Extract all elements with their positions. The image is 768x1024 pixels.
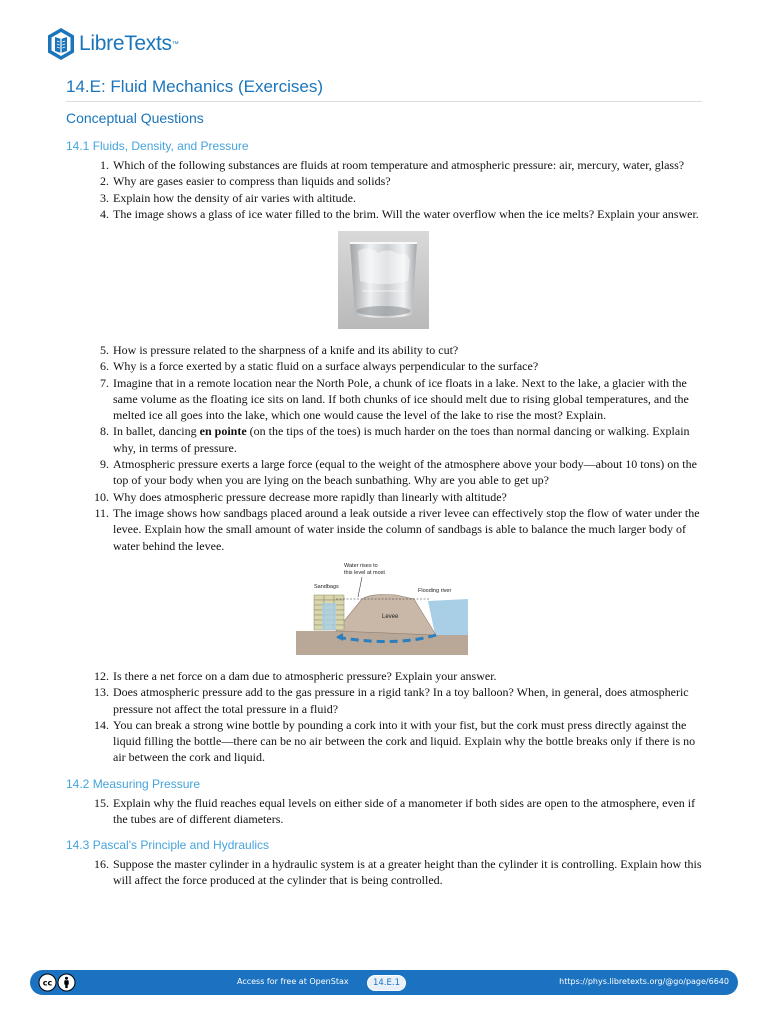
page-footer: [30, 970, 738, 995]
list-item: [66, 795, 706, 828]
libretexts-logo-icon: [46, 27, 76, 61]
list-item: [66, 856, 706, 889]
item-number: 8.: [100, 424, 109, 439]
item-number: 1.: [100, 158, 109, 172]
list-item: [66, 173, 706, 189]
page-title: 14.E: Fluid Mechanics (Exercises): [66, 77, 323, 96]
item-text: How is pressure related to the sharpness of a knife and its ability to cut?: [113, 343, 459, 357]
question-list-14-2: [66, 795, 706, 828]
item-number: 7.: [100, 375, 109, 390]
list-item: [66, 684, 706, 717]
subsection-heading-14-3: 14.3 Pascal's Principle and Hydraulics: [66, 838, 270, 852]
title-divider: [66, 101, 702, 102]
item-number: 12.: [94, 669, 109, 683]
item-text: Explain why the fluid reaches equal levels on either side of a manometer if both sides are open to the atmosphere, even if the tubes are of different diameters.: [113, 796, 696, 827]
item-text: The image shows a glass of ice water filled to the brim. Will the water overflow when the ice melts? Explain your answer.: [113, 206, 699, 221]
item-text: Is there a net force on a dam due to atmospheric pressure? Explain your answer.: [113, 669, 497, 683]
item-text: You can break a strong wine bottle by pounding a cork into it with your fist, but the cork must press directly against the liquid filling the bottle—there can be no air between the cork and liquid. Explain why the bottle breaks only if there is no air between the cork and liquid.: [113, 717, 696, 765]
question-list-14-1a: [66, 157, 706, 222]
item-text: Why does atmospheric pressure decrease more rapidly than linearly with altitude?: [113, 489, 507, 504]
item-number: 9.: [100, 457, 109, 472]
item-number: 10.: [94, 489, 109, 504]
item-text: Atmospheric pressure exerts a large force (equal to the weight of the atmosphere above your body—about 10 tons) on the top of your body when you are lying on the beach sunbathing. Why are you able to get up?: [113, 457, 697, 488]
item-text-bold: en pointe: [199, 424, 247, 439]
levee-label-water: [344, 563, 378, 569]
list-item: [66, 206, 706, 222]
item-number: 2.: [100, 174, 109, 189]
item-text-after: (on the tips of the toes) is much harder on the toes than normal dancing or walking. Explain why, in terms of pressure.: [113, 424, 690, 455]
question-list-14-1c: [66, 668, 706, 766]
levee-label-levee: Levee: [382, 614, 399, 620]
logo-wordmark: LibreTexts: [79, 32, 172, 55]
question-list-14-1b: [66, 342, 706, 554]
item-number: 11.: [94, 505, 109, 520]
item-number: 5.: [100, 343, 109, 357]
subsection-heading-14-1: 14.1 Fluids, Density, and Pressure: [66, 139, 249, 153]
levee-label-sandbags: Sandbags: [314, 584, 339, 590]
logo-trademark: ™: [171, 40, 179, 48]
item-text: Suppose the master cylinder in a hydraulic system is at a greater height than the cylinder it is controlling. Explain how this will affect the force produced at the cylinder that is being controlled.: [113, 857, 702, 888]
item-text: Imagine that in a remote location near the North Pole, a chunk of ice floats in a lake. Next to the lake, a glacier with the same volume as the floating ice sits on land. If both chunks of ice should melt due to rising global temperatures, and the melted ice all goes into the lake, which one would cause the level of the lake to rise the most? Explain.: [113, 375, 689, 423]
item-number: 6.: [100, 359, 109, 374]
levee-sandbags-diagram: [296, 559, 468, 655]
page-number-badge: 14.E.1: [367, 975, 406, 991]
list-item: [66, 456, 706, 489]
item-text: Why is a force exerted by a static fluid on a surface always perpendicular to the surface?: [113, 359, 539, 374]
list-item: [66, 358, 706, 374]
item-number: 4.: [100, 206, 109, 221]
item-number: 15.: [94, 796, 109, 810]
item-text: Which of the following substances are fluids at room temperature and atmospheric pressure: air, mercury, water, glass?: [113, 158, 685, 172]
item-text-before: In ballet, dancing: [113, 424, 200, 439]
svg-text:cc: cc: [42, 978, 53, 988]
list-item: [66, 190, 706, 206]
libretexts-logo[interactable]: [46, 27, 179, 61]
subsection-heading-14-2: 14.2 Measuring Pressure: [66, 777, 201, 791]
item-number: 14.: [94, 717, 109, 732]
item-text: Why are gases easier to compress than liquids and solids?: [113, 174, 391, 189]
list-item: [66, 375, 706, 424]
item-text: The image shows how sandbags placed around a leak outside a river levee can effectively stop the flow of water under the levee. Explain how the small amount of water inside the column of sandbags is able to balance the much larger body of water behind the levee.: [113, 505, 700, 553]
item-text: Does atmospheric pressure add to the gas pressure in a rigid tank? In a toy balloon? When, in general, does atmospheric pressure not affect the total pressure in a fluid?: [113, 685, 689, 716]
section-title: Conceptual Questions: [66, 110, 204, 126]
list-item: [66, 489, 706, 505]
ice-water-glass-image: [338, 231, 429, 329]
levee-label-river: Flooding river: [418, 588, 452, 594]
question-list-14-3: [66, 856, 706, 889]
item-number: 13.: [94, 685, 109, 700]
list-item: [66, 342, 706, 358]
openstax-access-text[interactable]: Access for free at OpenStax: [237, 977, 349, 986]
list-item: [66, 157, 706, 173]
levee-label-water-line: Water rises to: [344, 563, 378, 569]
list-item: [66, 717, 706, 766]
page-url[interactable]: https://phys.libretexts.org/@go/page/6640: [559, 977, 729, 986]
creative-commons-license-icon[interactable]: [38, 973, 76, 992]
levee-label-water-2: this level at most: [344, 570, 385, 576]
list-item: [66, 668, 706, 684]
item-number: 3.: [100, 190, 109, 205]
list-item: [66, 423, 706, 456]
item-text: Explain how the density of air varies with altitude.: [113, 190, 356, 205]
list-item: [66, 505, 706, 554]
item-number: 16.: [94, 857, 109, 871]
